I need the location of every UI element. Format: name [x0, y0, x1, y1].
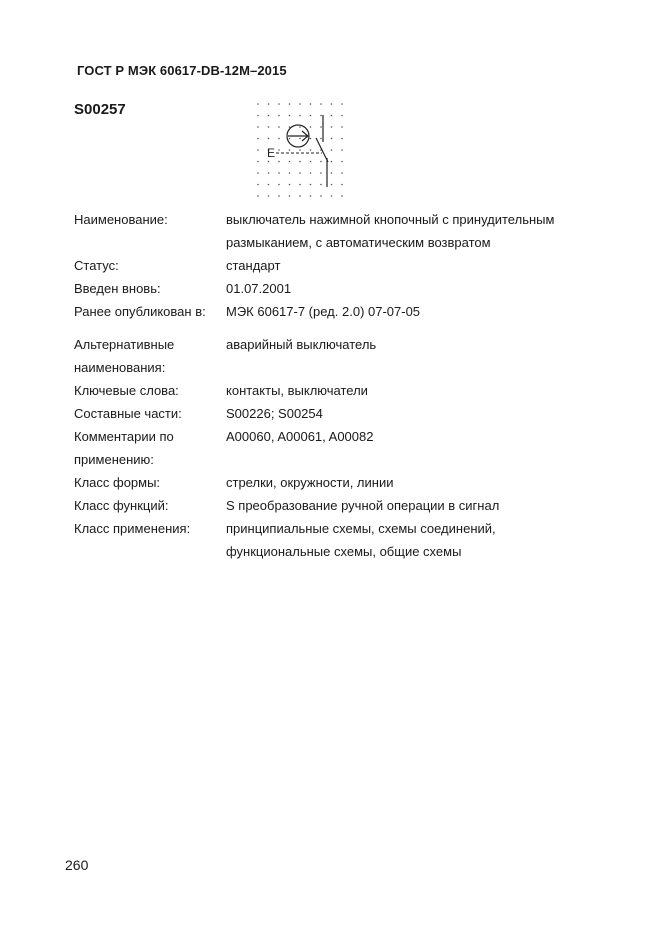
actuator-letter: E: [267, 146, 276, 160]
property-value-line: стандарт: [226, 258, 281, 273]
grid-dot: [341, 103, 343, 105]
property-row: [74, 379, 614, 402]
property-label: [74, 425, 226, 471]
grid-dot: [310, 172, 312, 174]
grid-dot: [268, 195, 270, 197]
property-value: [226, 208, 614, 254]
grid-dot: [331, 138, 333, 140]
property-label: [74, 333, 226, 379]
grid-dot: [278, 184, 280, 186]
grid-dot: [341, 161, 343, 163]
grid-dot: [331, 172, 333, 174]
property-value: [226, 277, 614, 300]
grid-dot: [299, 161, 301, 163]
grid-dot: [299, 115, 301, 117]
grid-dot: [289, 195, 291, 197]
property-label: Ранее опубликован в:: [74, 304, 206, 319]
push-button-switch-positive-opening-symbol: [250, 98, 350, 204]
grid-dot: [310, 103, 312, 105]
property-value-line: МЭК 60617-7 (ред. 2.0) 07-07-05: [226, 304, 421, 319]
grid-dot: [268, 172, 270, 174]
grid-dot: [299, 103, 301, 105]
grid-dot: [310, 161, 312, 163]
property-label: Ключевые слова:: [74, 383, 179, 398]
grid-dot: [320, 195, 322, 197]
grid-dot: [331, 184, 333, 186]
grid-dot: [310, 115, 312, 117]
grid-dot: [310, 138, 312, 140]
grid-dot: [320, 103, 322, 105]
property-value-line: S преобразование ручной операции в сигнал: [226, 498, 500, 513]
property-row: [74, 425, 614, 471]
property-row: [74, 300, 614, 323]
symbol-code: S00257: [74, 101, 126, 118]
grid-dot: [257, 103, 259, 105]
property-row: [74, 254, 614, 277]
property-row: [74, 333, 614, 379]
property-label: Класс формы:: [74, 475, 161, 490]
grid-dot: [310, 195, 312, 197]
grid-dot: [278, 149, 280, 151]
property-label-line: Альтернативные: [74, 337, 175, 352]
grid-dot: [320, 115, 322, 117]
grid-dot: [320, 138, 322, 140]
property-value: [226, 300, 614, 323]
grid-dot: [331, 195, 333, 197]
grid-dot: [341, 172, 343, 174]
grid-dot: [331, 161, 333, 163]
grid-dot: [257, 149, 259, 151]
grid-dot: [278, 115, 280, 117]
grid-dot: [341, 195, 343, 197]
grid-dot: [299, 184, 301, 186]
property-label: Статус:: [74, 258, 119, 273]
grid-dot: [257, 161, 259, 163]
grid-dot: [257, 138, 259, 140]
document-header: ГОСТ Р МЭК 60617-DB-12M–2015: [77, 63, 287, 78]
grid-dot: [299, 138, 301, 140]
property-label: Класс функций:: [74, 498, 169, 513]
grid-dot: [341, 126, 343, 128]
grid-dot: [299, 126, 301, 128]
grid-dot: [341, 115, 343, 117]
grid-dot: [320, 172, 322, 174]
grid-dot: [257, 195, 259, 197]
grid-dot: [299, 172, 301, 174]
grid-dot: [320, 184, 322, 186]
page-number: 260: [65, 857, 89, 873]
grid-dot: [289, 184, 291, 186]
property-value: [226, 402, 614, 425]
grid-dot: [278, 126, 280, 128]
property-value: [226, 425, 614, 471]
property-value: [226, 517, 614, 563]
property-value: [226, 333, 614, 379]
property-value-line: S00226; S00254: [226, 406, 323, 421]
grid-dot: [268, 103, 270, 105]
property-row: [74, 402, 614, 425]
property-row: [74, 277, 614, 300]
grid-dot: [268, 184, 270, 186]
grid-dot: [310, 184, 312, 186]
grid-dot: [289, 172, 291, 174]
property-label: Введен вновь:: [74, 281, 161, 296]
grid-dot: [257, 172, 259, 174]
grid-dot: [289, 149, 291, 151]
grid-dot: [331, 115, 333, 117]
property-value: [226, 471, 614, 494]
grid-dot: [278, 195, 280, 197]
grid-dot: [320, 161, 322, 163]
property-row: [74, 494, 614, 517]
grid-dot: [341, 184, 343, 186]
property-value-line: принципиальные схемы, схемы соединений,: [226, 521, 496, 536]
property-value: [226, 379, 614, 402]
grid-dot: [331, 149, 333, 151]
grid-dot: [278, 103, 280, 105]
grid-dot: [278, 172, 280, 174]
property-row: [74, 517, 614, 563]
property-label-line: Комментарии по: [74, 429, 174, 444]
grid-dot: [257, 126, 259, 128]
property-row: [74, 471, 614, 494]
grid-dot: [299, 149, 301, 151]
property-value-line: аварийный выключатель: [226, 337, 377, 352]
property-value-line: функциональные схемы, общие схемы: [226, 544, 462, 559]
grid-dot: [268, 126, 270, 128]
grid-dot: [289, 138, 291, 140]
grid-dot: [268, 161, 270, 163]
grid-dot: [278, 138, 280, 140]
grid-dot: [257, 115, 259, 117]
section-gap: [74, 323, 614, 333]
property-value-line: контакты, выключатели: [226, 383, 368, 398]
switch-blade-line: [316, 138, 328, 162]
grid-dot: [289, 161, 291, 163]
property-label-line: применению:: [74, 452, 154, 467]
property-value-line: размыканием, с автоматическим возвратом: [226, 235, 491, 250]
property-label: Наименование:: [74, 212, 168, 227]
property-label: Составные части:: [74, 406, 182, 421]
grid-dot: [310, 149, 312, 151]
grid-dot: [320, 126, 322, 128]
property-value-line: 01.07.2001: [226, 281, 292, 296]
property-label-line: наименования:: [74, 360, 166, 375]
grid-dot: [299, 195, 301, 197]
grid-dot: [278, 161, 280, 163]
property-value: [226, 254, 614, 277]
grid-dot: [331, 103, 333, 105]
grid-dot: [268, 138, 270, 140]
property-value-line: выключатель нажимной кнопочный с принудительным: [226, 212, 555, 227]
property-row: [74, 208, 614, 254]
property-value: [226, 494, 614, 517]
grid-dot: [331, 126, 333, 128]
grid-dot: [310, 126, 312, 128]
grid-dot: [257, 184, 259, 186]
properties-table: [74, 208, 614, 563]
property-value-line: A00060, A00061, A00082: [226, 429, 374, 444]
property-value-line: стрелки, окружности, линии: [226, 475, 394, 490]
grid-dot: [341, 149, 343, 151]
grid-dot: [289, 103, 291, 105]
property-label: Класс применения:: [74, 521, 191, 536]
grid-dot: [341, 138, 343, 140]
grid-dot: [268, 115, 270, 117]
grid-dot: [289, 115, 291, 117]
